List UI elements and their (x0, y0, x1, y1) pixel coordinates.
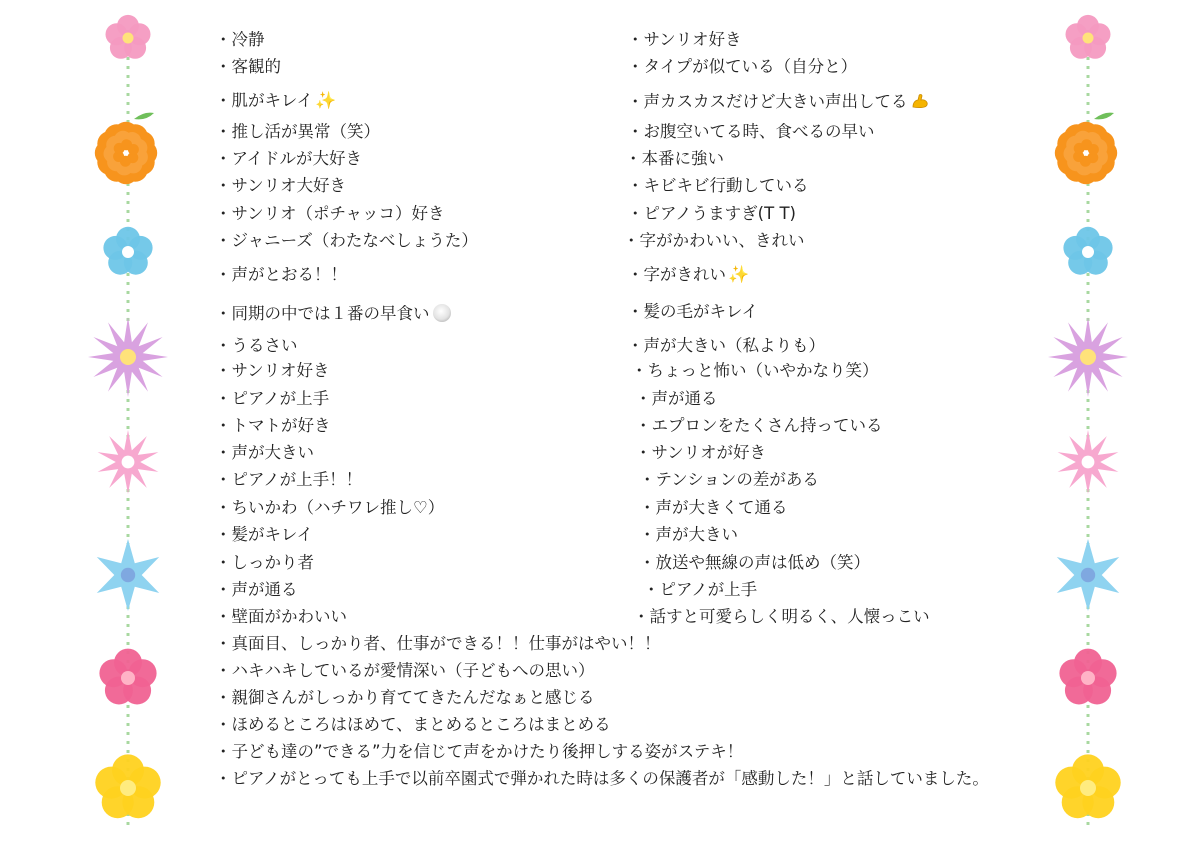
right-comment-item-text: ・声が大きい（私よりも） (627, 336, 825, 355)
left-comment-item-text: ・ジャニーズ（わたなべしょうた） (215, 231, 478, 250)
left-comment-item-text: ・声が通る (215, 580, 298, 599)
left-comment-item (215, 500, 444, 517)
pink-flower-icon (106, 15, 151, 59)
left-comment-column (215, 0, 615, 640)
left-comment-item (215, 391, 329, 408)
purple-aster-icon (88, 317, 168, 397)
right-comment-item (643, 582, 757, 599)
left-comment-item-text: ・サンリオ（ポチャッコ）好き (215, 204, 445, 223)
right-comment-item (635, 418, 883, 435)
right-comment-item-text: ・声カスカスだけど大きい声出してる (627, 92, 908, 111)
pink-lily-icon (1058, 430, 1119, 494)
right-comment-item-text: ・ピアノが上手 (643, 580, 758, 599)
right-comment-item-text: ・声が大きい (639, 525, 738, 544)
red-pink-flower-icon (99, 649, 156, 705)
plate-icon (433, 304, 451, 322)
right-comment-item (639, 527, 738, 544)
right-comment-item (633, 609, 930, 626)
left-comment-item (215, 609, 347, 626)
right-comment-item-text: ・キビキビ行動している (627, 176, 809, 195)
left-comment-item (215, 472, 362, 489)
sparkles-icon: ✨ (315, 91, 337, 111)
right-comment-item (639, 555, 870, 572)
blue-star-flower-icon (1057, 539, 1119, 611)
left-comment-item (215, 233, 478, 250)
sparkles-icon: ✨ (728, 265, 750, 285)
full-width-comment-item: ・真面目、しっかり者、仕事ができる！！仕事がはやい！！ (215, 634, 661, 653)
right-comment-item (627, 267, 749, 284)
right-comment-item (627, 93, 929, 111)
right-comment-item-text: ・ピアノうますぎ(T T) (627, 204, 796, 223)
full-width-comment-item: ・ほめるところはほめて、まとめるところはまとめる (215, 715, 611, 734)
blue-flower-icon (1063, 227, 1112, 275)
red-pink-flower-icon (1059, 649, 1116, 705)
left-comment-item (215, 418, 331, 435)
left-comment-item (215, 206, 445, 223)
blue-flower-icon (103, 227, 152, 275)
right-comment-item-text: ・髪の毛がキレイ (627, 302, 759, 321)
right-comment-item-text: ・テンションの差がある (639, 470, 819, 489)
blue-star-flower-icon (97, 539, 159, 611)
left-comment-item (215, 527, 313, 544)
left-comment-item-text: ・壁面がかわいい (215, 607, 347, 626)
left-comment-item-text: ・声が大きい (215, 443, 314, 462)
yellow-flower-icon (95, 754, 160, 818)
left-comment-item (215, 32, 265, 49)
right-comment-item (627, 32, 742, 49)
left-comment-item (215, 338, 298, 355)
right-comment-item-text: ・字がかわいい、きれい (623, 231, 805, 250)
left-comment-item (215, 363, 330, 380)
left-comment-item-text: ・髪がキレイ (215, 525, 314, 544)
right-comment-item (627, 338, 825, 355)
right-comment-item-text: ・エプロンをたくさん持っている (635, 416, 883, 435)
full-width-comment-item: ・ハキハキしているが愛情深い（子どもへの思い） (215, 661, 595, 680)
right-comment-item-text: ・字がきれい (627, 265, 726, 284)
full-width-comment-item: ・ピアノがとっても上手で以前卒園式で弾かれた時は多くの保護者が「感動した！」と話していました。 (215, 769, 989, 788)
right-comment-item (635, 391, 718, 408)
flexed-biceps-icon (911, 93, 929, 109)
left-comment-item-text: ・うるさい (215, 336, 298, 355)
right-comment-item-text: ・お腹空いてる時、食べるの早い (627, 122, 875, 141)
right-comment-item (625, 151, 724, 168)
right-comment-item (627, 178, 809, 195)
left-comment-item-text: ・肌がキレイ (215, 91, 314, 110)
pink-lily-icon (98, 430, 159, 494)
left-comment-item-text: ・冷静 (215, 30, 265, 49)
left-comment-item-text: ・声がとおる！！ (215, 265, 347, 284)
full-width-comment-item: ・親御さんがしっかり育ててきたんだなぁと感じる (215, 688, 595, 707)
right-comment-item-text: ・サンリオが好き (635, 443, 767, 462)
right-comment-item (635, 445, 766, 462)
left-flower-vine-graphic (88, 10, 168, 840)
left-comment-item (215, 178, 346, 195)
right-comment-item-text: ・ちょっと怖い（いやかなり笑） (631, 361, 879, 380)
right-comment-item (623, 233, 805, 250)
right-comment-item (627, 206, 796, 223)
left-comment-item (215, 582, 298, 599)
left-comment-item (215, 555, 314, 572)
left-comment-item (215, 124, 380, 141)
left-comment-item (215, 445, 314, 462)
left-comment-item-text: ・ピアノが上手！！ (215, 470, 363, 489)
right-comment-item (639, 500, 788, 517)
right-comment-item-text: ・タイプが似ている（自分と） (627, 57, 858, 76)
purple-aster-icon (1048, 317, 1128, 397)
left-flower-vine (88, 10, 168, 840)
left-comment-item (215, 59, 281, 76)
left-comment-item-text: ・サンリオ大好き (215, 176, 347, 195)
left-comment-item-text: ・同期の中では１番の早食い (215, 304, 430, 323)
right-flower-vine (1048, 10, 1128, 840)
right-comment-item-text: ・話すと可愛らしく明るく、人懐っこい (633, 607, 930, 626)
right-comment-item-text: ・声が大きくて通る (639, 498, 788, 517)
left-comment-item-text: ・アイドルが大好き (215, 149, 363, 168)
left-comment-item-text: ・しっかり者 (215, 553, 314, 572)
pink-flower-icon (1066, 15, 1111, 59)
left-comment-item (215, 267, 347, 284)
yellow-flower-icon (1055, 754, 1120, 818)
left-comment-item-text: ・客観的 (215, 57, 281, 76)
orange-marigold-icon (95, 113, 157, 185)
right-flower-vine-graphic (1048, 10, 1128, 840)
right-comment-item (639, 472, 819, 489)
full-width-comment-item: ・子ども達の”できる”力を信じて声をかけたり後押しする姿がステキ！ (215, 742, 744, 761)
right-comment-column (623, 0, 1047, 640)
left-comment-item (215, 304, 451, 323)
left-comment-item (215, 151, 362, 168)
left-comment-item (215, 93, 336, 110)
right-comment-item (631, 363, 879, 380)
left-comment-item-text: ・サンリオ好き (215, 361, 330, 380)
orange-marigold-icon (1055, 113, 1117, 185)
right-comment-item (627, 124, 875, 141)
right-comment-item-text: ・放送や無線の声は低め（笑） (639, 553, 870, 572)
left-comment-item-text: ・トマトが好き (215, 416, 331, 435)
left-comment-item-text: ・ちいかわ（ハチワレ推し♡） (215, 498, 445, 517)
left-comment-item-text: ・推し活が異常（笑） (215, 122, 380, 141)
right-comment-item (627, 59, 857, 76)
right-comment-item-text: ・サンリオ好き (627, 30, 742, 49)
right-comment-item-text: ・声が通る (635, 389, 718, 408)
right-comment-item (627, 304, 758, 321)
right-comment-item-text: ・本番に強い (625, 149, 724, 168)
left-comment-item-text: ・ピアノが上手 (215, 389, 330, 408)
